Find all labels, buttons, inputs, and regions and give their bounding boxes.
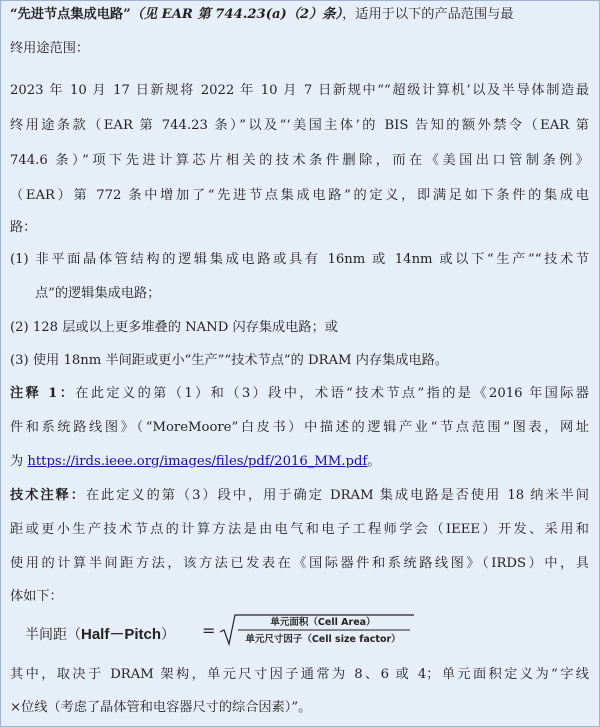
heading-line [10, 5, 589, 25]
heading-title: “先进节点集成电路” [10, 7, 131, 22]
list-item-1-cont: 点”的逻辑集成电路； [35, 286, 161, 301]
formula-equals: = [202, 621, 216, 640]
formula-square-root [218, 613, 418, 647]
list-item-2: (2) 128 层或以上更多堆叠的 NAND 闪存集成电路；或 [10, 320, 338, 335]
heading-reference: （见 EAR 第 744.23(a)（2）条） [130, 7, 343, 22]
note1-suffix: 。 [367, 454, 381, 469]
tech-note-line-2: 距或更小生产技术节点的计算方法是由电气和电子工程师学会（IEEE）开发、采用和 [10, 522, 589, 537]
para1-line-4: （EAR）第 772 条中增加了“先进节点集成电路”的定义，即满足如下条件的集成电 [10, 188, 589, 203]
formula-left [25, 623, 175, 644]
formula-left-cn: 半间距（ [25, 627, 81, 643]
tech-note-line-3: 使用的计算半间距方法，该方法已发表在《国际器件和系统路线图》（IRDS）中，具 [10, 556, 589, 571]
note1-line-2: 件和系统路线图》（“MoreMoore”白皮书）中描述的逻辑产业“节点范围”图表，网址 [10, 420, 589, 435]
tech-note-label: 技术注释： [10, 488, 86, 503]
closing-line-2: ×位线（考虑了晶体管和电容器尺寸的综合因素）”。 [10, 700, 312, 715]
note1-line-1 [10, 384, 589, 404]
heading-rest: ，适用于以下的产品范围与最 [342, 7, 514, 22]
tech-note-line-4: 体如下： [10, 589, 63, 604]
list-item-3: (3) 使用 18nm 半间距或更小“生产”“技术节点”的 DRAM 内存集成电路。 [10, 353, 449, 368]
half-pitch-formula [25, 613, 425, 653]
tech-note-text-1: 在此定义的第（3）段中，用于确定 DRAM 集成电路是否使用 18 纳米半间 [85, 488, 589, 503]
irds-url-link[interactable]: https://irds.ieee.org/images/files/pdf/2016_MM.pdf [27, 454, 368, 469]
para1-line-3: 744.6 条）”项下先进计算芯片相关的技术条件删除，而在《美国出口管制条例》 [10, 153, 589, 168]
para1-line-1: 2023 年 10 月 17 日新规将 2022 年 10 月 7 日新规中““超级计算机’以及半导体制造最 [10, 83, 589, 98]
formula-denominator: 单元尺寸因子（Cell size factor） [245, 634, 401, 645]
note1-text-1: 在此定义的第（1）和（3）段中，术语“技术节点”指的是《2016 年国际器 [75, 386, 589, 401]
tech-note-line-1 [10, 486, 589, 506]
heading-line-2: 终用途范围： [10, 41, 90, 56]
formula-left-close: ） [161, 627, 176, 643]
note1-line-3 [10, 452, 589, 472]
note1-label: 注释 1： [10, 386, 76, 401]
formula-half-pitch: Half－Pitch [81, 626, 162, 643]
formula-numerator: 单元面积（Cell Area） [270, 617, 376, 628]
para1-line-2: 终用途条款（EAR 第 744.23 条）”以及“‘美国主体’的 BIS 告知的额外禁令（EAR 第 [10, 118, 589, 133]
note1-prefix: 为 [10, 454, 28, 469]
list-item-1: (1) 非平面晶体管结构的逻辑集成电路或具有 16nm 或 14nm 或以下“生产”“技术节 [10, 252, 589, 267]
closing-line-1: 其中，取决于 DRAM 架构，单元尺寸因子通常为 8、6 或 4；单元面积定义为“字线 [10, 667, 589, 682]
para1-line-5: 路： [10, 220, 37, 235]
